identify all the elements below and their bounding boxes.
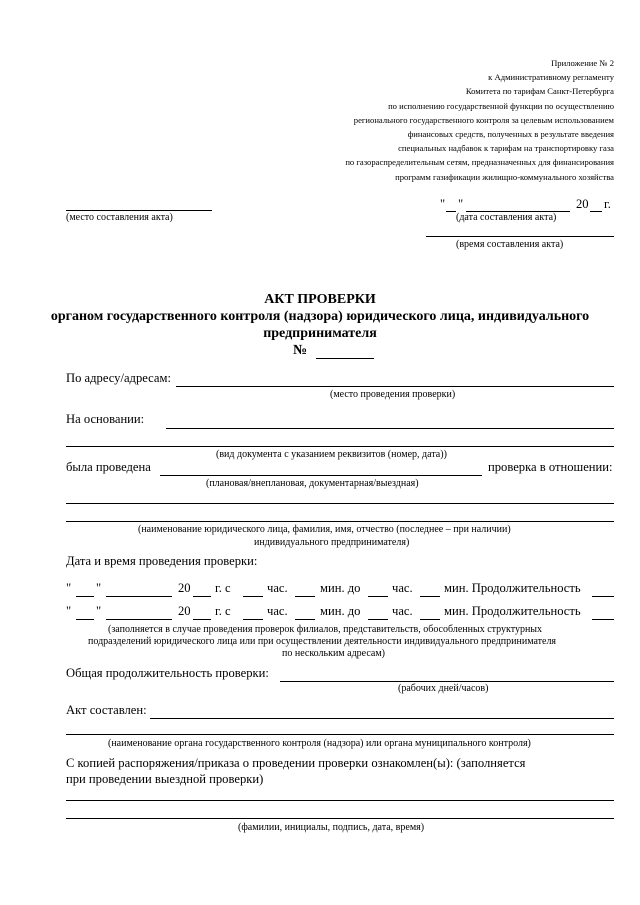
- dt-quote-open: ": [66, 581, 72, 595]
- dt-mins-to: мин. до: [320, 581, 361, 595]
- signature-line-2: [66, 818, 614, 819]
- appendix-header: [194, 56, 614, 184]
- total-line: [280, 681, 614, 682]
- date-quote-open: ": [440, 197, 446, 211]
- date-quote-close: ": [458, 197, 464, 211]
- dt-min-line: [295, 619, 315, 620]
- dt-min2-line: [420, 596, 440, 597]
- dt-month-line: [106, 619, 172, 620]
- appendix-line: к Административному регламенту: [488, 72, 614, 83]
- act-subtitle-2: предпринимателя: [263, 326, 377, 341]
- dt-duration: мин. Продолжительность: [444, 604, 581, 618]
- basis-line-1: [166, 428, 614, 429]
- date-day-line: [446, 211, 456, 212]
- compiled-line-2: [66, 734, 614, 735]
- basis-label: На основании:: [66, 412, 145, 426]
- conducted-line: [160, 475, 482, 476]
- dt-duration-line: [592, 619, 614, 620]
- entity-caption-2: индивидуального предпринимателя): [254, 537, 410, 548]
- address-line: [176, 386, 614, 387]
- place-caption: (место составления акта): [66, 212, 173, 223]
- date-caption: (дата составления акта): [456, 212, 557, 223]
- date-year-prefix: 20: [576, 197, 589, 211]
- act-title: АКТ ПРОВЕРКИ: [264, 292, 376, 307]
- appendix-line: программ газификации жилищно-коммунального хозяйства: [395, 171, 614, 182]
- address-label: По адресу/адресам:: [66, 371, 171, 385]
- acquainted-text-1: С копией распоряжения/приказа о проведении проверки ознакомлен(ы): (заполняется: [66, 756, 526, 770]
- appendix-line: финансовых средств, полученных в результате введения: [407, 129, 614, 140]
- date-year-suffix: г.: [604, 197, 611, 211]
- dt-year: 20: [178, 581, 191, 595]
- dt-note-1: (заполняется в случае проведения проверок филиалов, представительств, обособленных структурных: [108, 624, 543, 635]
- dt-quote-close: ": [96, 581, 102, 595]
- dt-hours: час.: [267, 581, 288, 595]
- appendix-line: Комитета по тарифам Санкт-Петербурга: [465, 86, 614, 97]
- signature-caption: (фамилии, инициалы, подпись, дата, время): [238, 822, 425, 833]
- entity-line-2: [66, 521, 614, 522]
- act-subtitle: органом государственного контроля (надзора) юридического лица, индивидуального: [50, 309, 590, 324]
- dt-hour-line: [243, 596, 263, 597]
- dt-day-line: [76, 619, 94, 620]
- signature-line-1: [66, 800, 614, 801]
- appendix-line: специальных надбавок к тарифам на транспортировку газа: [398, 143, 614, 154]
- entity-line-1: [66, 503, 614, 504]
- total-label: Общая продолжительность проверки:: [66, 666, 269, 680]
- address-caption: (место проведения проверки): [330, 389, 456, 400]
- compiled-label: Акт составлен:: [66, 703, 147, 717]
- dt-year-line: [193, 619, 211, 620]
- appendix-line: по газораспределительным сетям, предназначенных для финансирования: [345, 157, 614, 168]
- dt-duration: мин. Продолжительность: [444, 581, 581, 595]
- conducted-caption: (плановая/внеплановая, документарная/выездная): [206, 478, 419, 489]
- dt-from: г. с: [215, 581, 231, 595]
- dt-quote-close: ": [96, 604, 102, 618]
- conducted-label: была проведена: [66, 460, 151, 474]
- dt-note-3: по нескольким адресам): [282, 648, 386, 659]
- act-number-line: [316, 358, 374, 359]
- compiled-caption: (наименование органа государственного контроля (надзора) или органа муниципального контроля): [108, 738, 531, 749]
- total-caption: (рабочих дней/часов): [398, 683, 489, 694]
- basis-caption: (вид документа с указанием реквизитов (номер, дата)): [216, 449, 447, 460]
- time-caption: (время составления акта): [456, 239, 564, 250]
- conducted-right-label: проверка в отношении:: [488, 460, 613, 474]
- dt-min2-line: [420, 619, 440, 620]
- dt-quote-open: ": [66, 604, 72, 618]
- date-year-line: [590, 211, 602, 212]
- dt-note-2: подразделений юридического лица или при осуществлении деятельности индивидуального предпринимателя: [88, 636, 557, 647]
- time-line: [426, 236, 614, 237]
- dt-hours: час.: [267, 604, 288, 618]
- entity-caption-1: (наименование юридического лица, фамилия, имя, отчество (последнее – при наличии): [138, 524, 511, 535]
- datetime-label: Дата и время проведения проверки:: [66, 554, 258, 568]
- appendix-line: Приложение № 2: [551, 58, 614, 68]
- acquainted-text-2: при проведении выездной проверки): [66, 772, 264, 786]
- dt-month-line: [106, 596, 172, 597]
- dt-mins-to: мин. до: [320, 604, 361, 618]
- basis-line-2: [66, 446, 614, 447]
- dt-duration-line: [592, 596, 614, 597]
- act-number-label: №: [293, 343, 308, 358]
- place-line: [66, 210, 212, 211]
- dt-hours2: час.: [392, 581, 413, 595]
- dt-year: 20: [178, 604, 191, 618]
- dt-hours2: час.: [392, 604, 413, 618]
- compiled-line-1: [150, 718, 614, 719]
- dt-hour2-line: [368, 596, 388, 597]
- dt-min-line: [295, 596, 315, 597]
- dt-hour2-line: [368, 619, 388, 620]
- dt-day-line: [76, 596, 94, 597]
- dt-year-line: [193, 596, 211, 597]
- dt-hour-line: [243, 619, 263, 620]
- dt-from: г. с: [215, 604, 231, 618]
- appendix-line: по исполнению государственной функции по осуществлению: [388, 100, 614, 111]
- appendix-line: регионального государственного контроля за целевым использованием: [353, 114, 614, 125]
